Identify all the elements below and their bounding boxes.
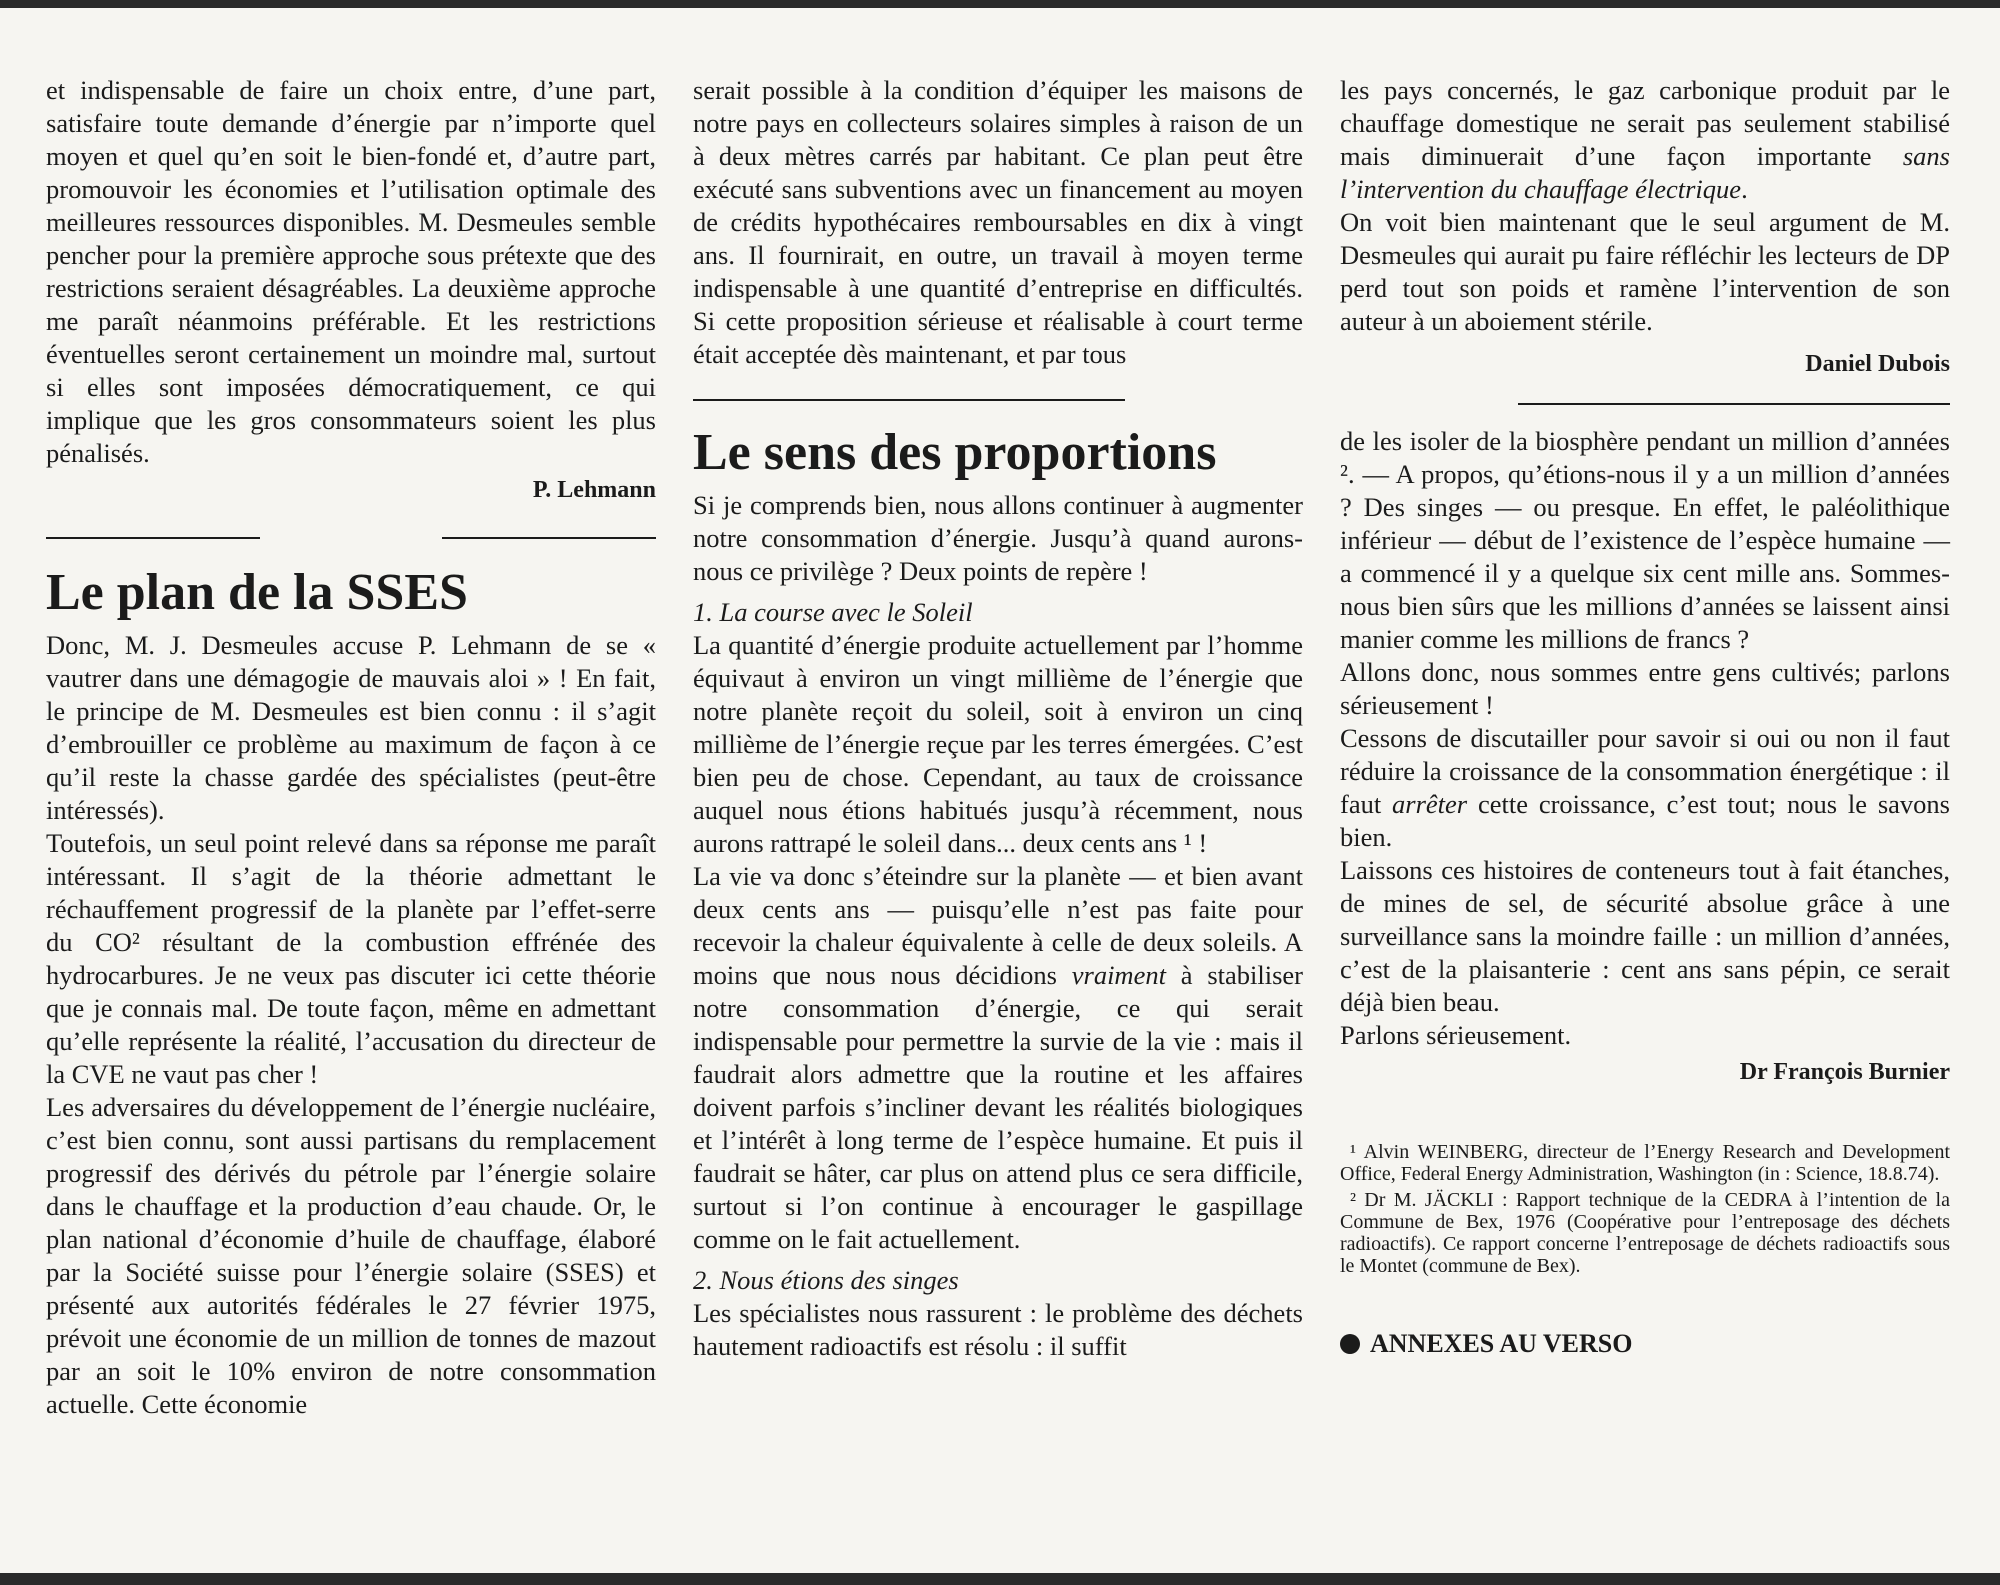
paragraph bbox=[1340, 722, 1950, 854]
column-3 bbox=[1340, 74, 1950, 1360]
paragraph: La quantité d’énergie produite actuellement par l’homme équivaut à environ un vingt millième de l’énergie que notre planète reçoit du soleil, soit à environ un cinq millième de l’énergie reçue par les terres émergées. C’est bien peu de chose. Cependant, au taux de croissance auquel nous étions habitués jusqu’à récemment, nous aurons rattrapé le soleil dans... deux cents ans ¹ ! bbox=[693, 630, 1303, 858]
page-top-edge bbox=[0, 0, 2000, 8]
paragraph: de les isoler de la biosphère pendant un million d’années ². — A propos, qu’étions-nous il y a un million d’années ? Des singes — ou presque. En effet, le paléolithique inférieur — début de l’existence de l’espèce humaine — a commencé il y a quelque six cent mille ans. Sommes-nous bien sûrs que les millions d’années se laissent ainsi manier comme les millions de francs ? bbox=[1340, 426, 1950, 654]
subheading-etions-singes: 2. Nous étions des singes bbox=[693, 1265, 959, 1295]
paragraph: Les adversaires du développement de l’énergie nucléaire, c’est bien connu, sont aussi partisans du remplacement progressif des dérivés du pétrole par l’énergie solaire dans le chauffage et la production d’eau chaude. Or, le plan national d’économie d’huile de chauffage, élaboré par la Société suisse pour l’énergie solaire (SSES) et présenté aux autorités fédérales le 27 février 1975, prévoit une économie de un million de tonnes de mazout par an soit le 10% environ de notre consommation actuelle. Cette économie bbox=[46, 1092, 656, 1419]
text-run: à stabiliser notre consommation d’énergie, ce qui serait indispensable pour permettre la survie de la vie : mais il faudrait alors admettre que la routine et les affaires doivent parfois s’incliner devant les réalités biologiques et l’intérêt à long terme de l’espèce humaine. Et puis il faudrait se hâter, car plus on attend plus ce sera difficile, surtout si l’on continue à encourager le gaspillage comme on le fait actuellement. bbox=[693, 960, 1303, 1254]
paragraph: Les spécialistes nous rassurent : le problème des déchets hautement radioactifs est résolu : il suffit bbox=[693, 1298, 1303, 1361]
annex-label: ANNEXES AU VERSO bbox=[1370, 1329, 1633, 1358]
paragraph: Donc, M. J. Desmeules accuse P. Lehmann de se « vautrer dans une démagogie de mauvais aloi » ! En fait, le principe de M. Desmeules est bien connu : il s’agit d’embrouiller ce problème au maximum de façon à ce qu’il reste la chasse gardée des spécialistes (peut-être intéressés). bbox=[46, 630, 656, 825]
page-bottom-edge bbox=[0, 1573, 2000, 1585]
signature-francois-burnier: Dr François Burnier bbox=[1739, 1059, 1950, 1085]
paragraph: et indispensable de faire un choix entre, d’une part, satisfaire toute demande d’énergie par n’importe quel moyen et quel qu’en soit le bien-fondé et, d’autre part, promouvoir les économies et l’utilisation optimale des meilleures ressources disponibles. M. Desmeules semble pencher pour la première approche sous prétexte que des restrictions seraient désagréables. La deuxième approche me paraît néanmoins préférable. Et les restrictions éventuelles seront certainement un moindre mal, surtout si elles sont imposées démocratiquement, ce qui implique que les gros consommateurs soient les plus pénalisés. bbox=[46, 75, 656, 468]
signature-daniel-dubois: Daniel Dubois bbox=[1805, 351, 1950, 377]
paragraph: Si je comprends bien, nous allons continuer à augmenter notre consommation d’énergie. Jusqu’à quand aurons-nous ce privilège ? Deux points de repère ! bbox=[693, 490, 1303, 586]
text-run: cette croissance, c’est tout; nous le savons bien. bbox=[1340, 789, 1950, 852]
text-run: Cessons de discutailler pour savoir si oui ou non il faut réduire la croissance de la consommation énergétique : il faut bbox=[1340, 723, 1950, 819]
rule-left bbox=[46, 537, 260, 539]
article-title-sens-proportions: Le sens des proportions bbox=[693, 424, 1217, 481]
paragraph bbox=[1340, 74, 1950, 206]
column-1 bbox=[46, 74, 656, 1421]
column-2 bbox=[693, 74, 1303, 1363]
paragraph: Laissons ces histoires de conteneurs tout à fait étanches, de mines de sel, de sécurité absolue grâce à une surveillance sans la moindre faille : un million d’années, c’est de la plaisanterie : cent ans sans pépin, ce serait déjà bien beau. bbox=[1340, 855, 1950, 1017]
article-title-plan-sses: Le plan de la SSES bbox=[46, 564, 468, 621]
emphasis: vraiment bbox=[1071, 960, 1166, 990]
paragraph bbox=[693, 860, 1303, 1256]
text-run: . bbox=[1741, 174, 1748, 204]
rule-right bbox=[442, 537, 656, 539]
separator-rules bbox=[46, 507, 656, 553]
signature-p-lehmann: P. Lehmann bbox=[532, 477, 656, 503]
separator-rule bbox=[693, 399, 1125, 401]
emphasis: sans l’intervention du chauffage électrique bbox=[1340, 141, 1950, 204]
footnote-2: ² Dr M. JÄCKLI : Rapport technique de la CEDRA à l’intention de la Commune de Bex, 1976 (Coopérative pour l’entreposage des déchets radioactifs). Ce rapport concerne l’entreposage de déchets radioactifs sous le Montet (commune de Bex). bbox=[1340, 1189, 1950, 1277]
bullet-icon bbox=[1340, 1334, 1360, 1354]
subheading-course-soleil: 1. La course avec le Soleil bbox=[693, 597, 973, 627]
text-run: les pays concernés, le gaz carbonique produit par le chauffage domestique ne serait pas seulement stabilisé mais diminuerait d’une façon importante bbox=[1340, 75, 1950, 171]
paragraph: Parlons sérieusement. bbox=[1340, 1020, 1572, 1050]
text-run: La vie va donc s’éteindre sur la planète — et bien avant deux cents ans — puisqu’elle n’est pas faite pour recevoir la chaleur équivalente à celle de deux soleils. A moins que nous nous décidions bbox=[693, 861, 1303, 990]
annex-notice bbox=[1340, 1327, 1950, 1360]
emphasis: arrêter bbox=[1392, 789, 1468, 819]
footnote-1: ¹ Alvin WEINBERG, directeur de l’Energy Research and Development Office, Federal Energy Administration, Washington (in : Science, 18.8.74). bbox=[1340, 1141, 1950, 1185]
paragraph: Allons donc, nous sommes entre gens cultivés; parlons sérieusement ! bbox=[1340, 657, 1950, 720]
paragraph: serait possible à la condition d’équiper les maisons de notre pays en collecteurs solaires simples à raison de un à deux mètres carrés par habitant. Ce plan peut être exécuté sans subventions avec un financement au moyen de crédits hypothécaires remboursables en dix à vingt ans. Il fournirait, en outre, un travail à moyen terme indispensable à une quantité d’entreprise en difficultés. Si cette proposition sérieuse et réalisable à court terme était acceptée dès maintenant, et par tous bbox=[693, 75, 1303, 369]
footnotes bbox=[1340, 1141, 1950, 1277]
paragraph: On voit bien maintenant que le seul argument de M. Desmeules qui aurait pu faire réfléchir les lecteurs de DP perd tout son poids et ramène l’intervention de son auteur à un aboiement stérile. bbox=[1340, 207, 1950, 336]
separator-rule bbox=[1518, 403, 1950, 405]
paragraph: Toutefois, un seul point relevé dans sa réponse me paraît intéressant. Il s’agit de la théorie admettant le réchauffement progressif de la planète par l’effet-serre du CO² résultant de la combustion effrénée des hydrocarbures. Je ne veux pas discuter ici cette théorie que je connais mal. De toute façon, même en admettant qu’elle représente la réalité, l’accusation du directeur de la CVE ne vaut pas cher ! bbox=[46, 828, 656, 1089]
